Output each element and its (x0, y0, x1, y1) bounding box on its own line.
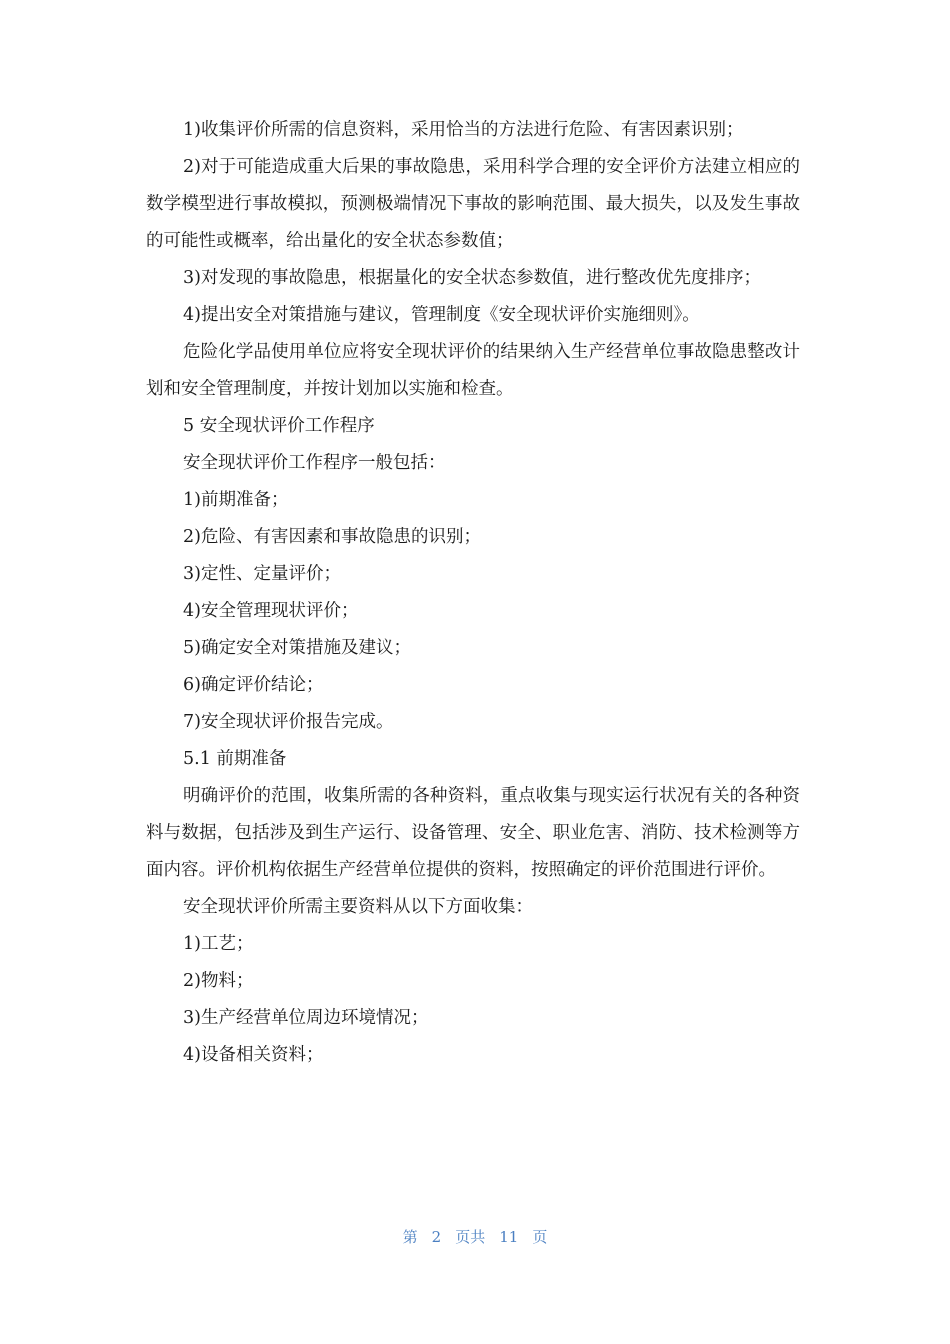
paragraph: 危险化学品使用单位应将安全现状评价的结果纳入生产经营单位事故隐患整改计划和安全管理制度，并按计划加以实施和检查。 (146, 342, 800, 399)
page-footer (0, 1226, 950, 1247)
document-body (146, 112, 800, 1074)
list-item: 4)安全管理现状评价； (183, 601, 359, 621)
list-item: 2)物料； (183, 971, 254, 991)
list-item: 5)确定安全对策措施及建议； (183, 638, 411, 658)
paragraph: 1)收集评价所需的信息资料，采用恰当的方法进行危险、有害因素识别； (183, 120, 744, 140)
paragraph: 4)提出安全对策措施与建议，管理制度《安全现状评价实施细则》。 (183, 305, 700, 325)
footer-prefix: 第 (402, 1228, 418, 1246)
list-item: 7)安全现状评价报告完成。 (183, 712, 394, 732)
paragraph: 安全现状评价所需主要资料从以下方面收集： (183, 897, 533, 917)
paragraph: 2)对于可能造成重大后果的事故隐患，采用科学合理的安全评价方法建立相应的数学模型进行事故模拟，预测极端情况下事故的影响范围、最大损失，以及发生事故的可能性或概率，给出量化的安全状态参数值； (146, 157, 800, 251)
subsection-heading: 5.1 前期准备 (183, 749, 287, 769)
paragraph: 3)对发现的事故隐患，根据量化的安全状态参数值，进行整改优先度排序； (183, 268, 761, 288)
list-item: 1)工艺； (183, 934, 254, 954)
list-item: 6)确定评价结论； (183, 675, 324, 695)
paragraph: 安全现状评价工作程序一般包括： (183, 453, 446, 473)
list-item: 2)危险、有害因素和事故隐患的识别； (183, 527, 481, 547)
list-item: 1)前期准备； (183, 490, 289, 510)
list-item: 3)定性、定量评价； (183, 564, 341, 584)
list-item: 3)生产经营单位周边环境情况； (183, 1008, 429, 1028)
section-heading: 5 安全现状评价工作程序 (183, 416, 375, 436)
list-item: 4)设备相关资料； (183, 1045, 324, 1065)
footer-middle: 页共 (455, 1228, 486, 1246)
footer-suffix: 页 (532, 1228, 548, 1246)
footer-total-pages: 11 (499, 1228, 519, 1246)
paragraph: 明确评价的范围，收集所需的各种资料，重点收集与现实运行状况有关的各种资料与数据，包括涉及到生产运行、设备管理、安全、职业危害、消防、技术检测等方面内容。评价机构依据生产经营单位提供的资料，按照确定的评价范围进行评价。 (146, 786, 800, 880)
footer-current-page: 2 (431, 1228, 442, 1246)
